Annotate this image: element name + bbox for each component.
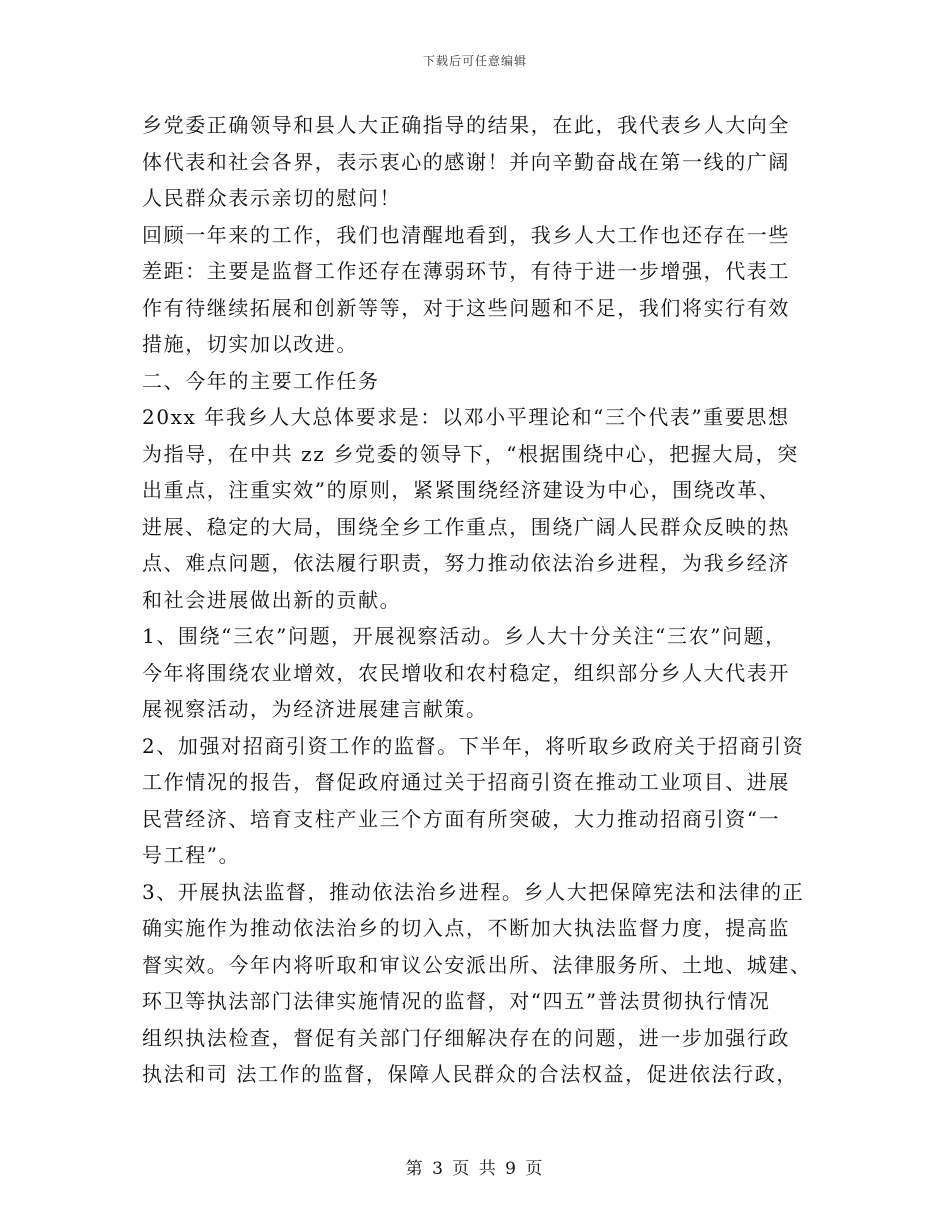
body-line: 1、围绕“三农”问题，开展视察活动。乡人大十分关注“三农”问题， bbox=[142, 624, 787, 648]
body-line: 乡党委正确领导和县人大正确指导的结果，在此，我代表乡人大向全 bbox=[142, 113, 790, 137]
body-line: 回顾一年来的工作，我们也清醒地看到，我乡人大工作也还存在一些 bbox=[142, 222, 790, 247]
body-line: 点、难点问题，依法履行职责，努力推动依法治乡进程，为我乡经济 bbox=[142, 551, 790, 575]
body-line: 人民群众表示亲切的慰问！ bbox=[142, 186, 402, 210]
body-line: 今年将围绕农业增效，农民增收和农村稳定，组织部分乡人大代表开 bbox=[142, 660, 790, 685]
body-line: 执法和司 法工作的监督，保障人民群众的合法权益，促进依法行政， bbox=[142, 1062, 798, 1086]
body-line: 号工程”。 bbox=[142, 843, 241, 867]
body-line: 作有待继续拓展和创新等等，对于这些问题和不足，我们将实行有效 bbox=[142, 295, 790, 320]
body-line: 环卫等执法部门法律实施情况的监督，对“四五”普法贯彻执行情况 bbox=[142, 989, 771, 1013]
page-number-footer: 第 3 页 共 9 页 bbox=[405, 1159, 545, 1179]
body-line: 工作情况的报告，督促政府通过关于招商引资在推动工业项目、进展 bbox=[142, 770, 790, 794]
body-line: 确实施作为推动依法治乡的切入点，不断加大执法监督力度，提高监 bbox=[142, 916, 790, 940]
body-line: 体代表和社会各界，表示衷心的感谢！并向辛勤奋战在第一线的广阔 bbox=[142, 149, 790, 174]
document-body bbox=[142, 107, 822, 1093]
body-line: 出重点，注重实效”的原则，紧紧围绕经济建设为中心，围绕改革、 bbox=[142, 478, 781, 502]
body-line: 20xx 年我乡人大总体要求是：以邓小平理论和“三个代表”重要思想 bbox=[142, 405, 790, 429]
body-line: 民营经济、培育支柱产业三个方面有所突破，大力推动招商引资“一 bbox=[142, 806, 781, 831]
body-line: 和社会进展做出新的贡献。 bbox=[142, 587, 402, 612]
body-line: 措施，切实加以改进。 bbox=[142, 332, 358, 356]
section-heading: 二、今年的主要工作任务 bbox=[142, 368, 380, 393]
body-line: 组织执法检查，督促有关部门仔细解决存在的问题，进一步加强行政 bbox=[142, 1025, 790, 1050]
page-header: 下载后可任意编辑 bbox=[422, 54, 527, 68]
body-line: 展视察活动，为经济进展建言献策。 bbox=[142, 697, 488, 721]
body-line: 差距：主要是监督工作还存在薄弱环节，有待于进一步增强，代表工 bbox=[142, 259, 790, 283]
body-line: 督实效。今年内将听取和审议公安派出所、法律服务所、土地、城建、 bbox=[142, 952, 812, 977]
body-line: 2、加强对招商引资工作的监督。下半年，将听取乡政府关于招商引资 bbox=[142, 733, 805, 758]
body-line: 进展、稳定的大局，围绕全乡工作重点，围绕广阔人民群众反映的热 bbox=[142, 514, 790, 539]
body-line: 为指导，在中共 zz 乡党委的领导下，“根据围绕中心，把握大局，突 bbox=[142, 441, 799, 466]
body-line: 3、开展执法监督，推动依法治乡进程。乡人大把保障宪法和法律的正 bbox=[142, 879, 805, 904]
